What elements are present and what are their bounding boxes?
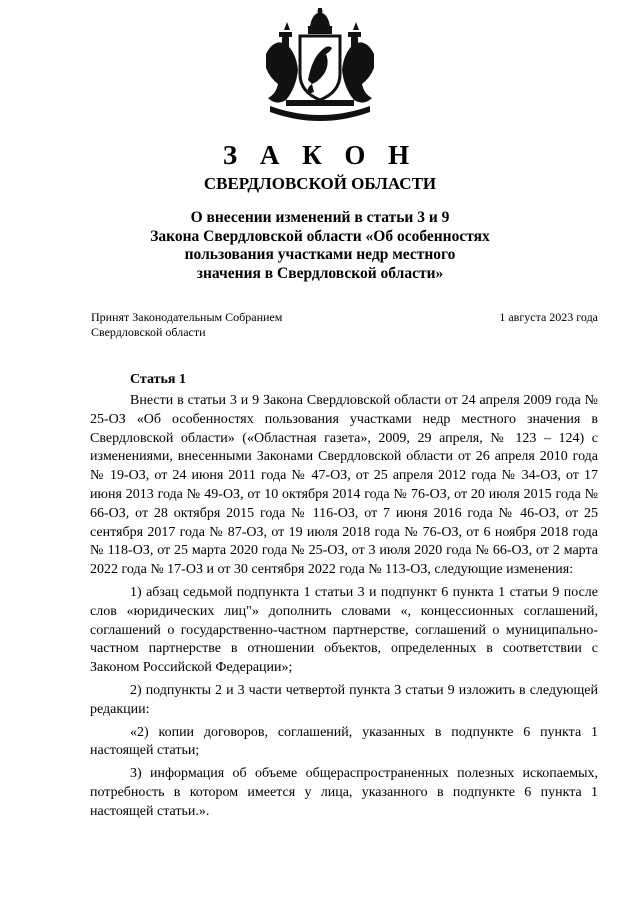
adopted-line: Свердловской области <box>91 325 206 339</box>
article-body <box>90 392 598 826</box>
adopted-line: Принят Законодательным Собранием <box>91 310 283 324</box>
document-type-title: З А К О Н <box>222 140 418 170</box>
paragraph: 3) информация об объеме общераспространенных полезных ископаемых, потребность в котором имеется у лица, указанного в подпункте 6 пункта 1 настоящей статьи.». <box>90 766 598 819</box>
heading-line: значения в Свердловской области» <box>196 264 444 282</box>
adopted-by <box>91 310 282 340</box>
article-title: Статья 1 <box>130 372 186 387</box>
region-title: СВЕРДЛОВСКОЙ ОБЛАСТИ <box>203 174 437 193</box>
paragraph: 2) подпункты 2 и 3 части четвертой пункта 3 статьи 9 изложить в следующей редакции: <box>90 682 598 717</box>
paragraph: Внести в статьи 3 и 9 Закона Свердловской области от 24 апреля 2009 года № 25-ОЗ «Об особенностях пользования участками недр местного значения в Свердловской области» («Областная газета», 2009, 29 апреля, № 123 – 124) с изменениями, внесенными Законами Свердловской области от 26 апреля 2010 года № 19-ОЗ, от 24 июня 2011 года № 47-ОЗ, от 25 апреля 2012 года № 34-ОЗ, от 17 июня 2013 года № 49-ОЗ, от 10 октября 2014 года № 76-ОЗ, от 20 июля 2015 года № 66-ОЗ, от 28 октября 2015 года № 116-ОЗ, от 7 июня 2016 года № 46-ОЗ, от 25 сентября 2017 года № 87-ОЗ, от 19 июля 2018 года № 76-ОЗ, от 6 ноября 2018 года № 118-ОЗ, от 25 марта 2020 года № 25-ОЗ, от 3 июля 2020 года № 66-ОЗ, от 2 марта 2022 года № 17-ОЗ и от 30 сентября 2022 года № 113-ОЗ, следующие изменения: <box>90 393 598 578</box>
heading-line: Закона Свердловской области «Об особенностях <box>150 227 490 245</box>
paragraph: «2) копии договоров, соглашений, указанных в подпункте 6 пункта 1 настоящей статьи; <box>90 724 598 759</box>
paragraph: 1) абзац седьмой подпункта 1 статьи 3 и подпункт 6 пункта 1 статьи 9 после слов «юридических лиц"» дополнить словами «, концессионных соглашений, соглашений о государственно-частном партнерстве, соглашений о муниципально-частном партнерстве в отношении объектов, определенных в соответствии с Законом Российской Федерации»; <box>90 584 598 676</box>
heading-line: О внесении изменений в статьи 3 и 9 <box>190 209 450 226</box>
law-heading <box>120 209 520 283</box>
adoption-date: 1 августа 2023 года <box>499 310 598 324</box>
coat-of-arms-icon <box>256 8 384 128</box>
heading-line: пользования участками недр местного <box>184 246 456 263</box>
